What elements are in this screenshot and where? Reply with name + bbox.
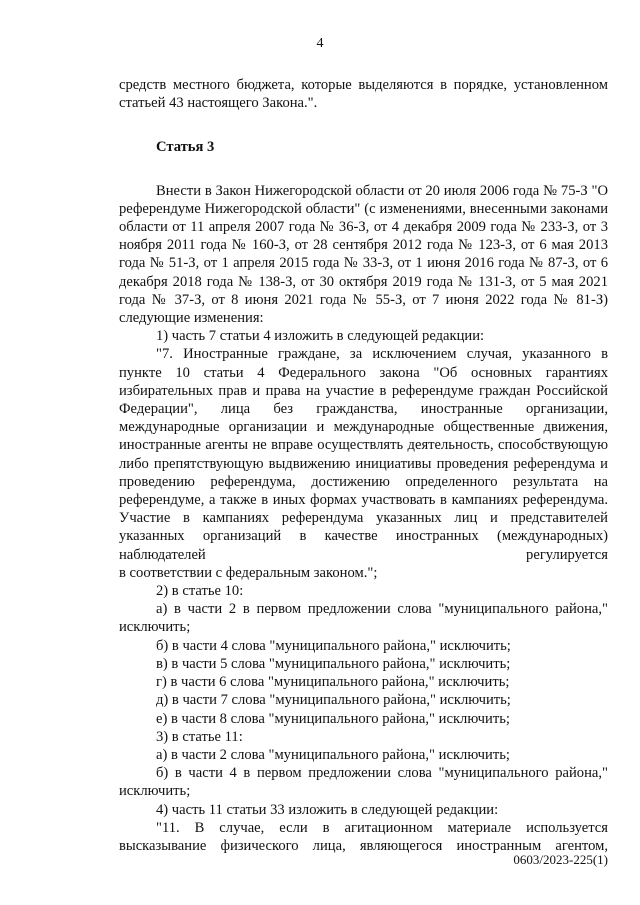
quoted-part-7-end: в соответствии с федеральным законом."; (119, 564, 378, 581)
item-3: 3) в статье 11: (156, 728, 243, 745)
document-body (119, 76, 608, 855)
article-heading: Статья 3 (156, 139, 215, 156)
intro-paragraph: Внести в Закон Нижегородской области от 20 июля 2006 года № 75-З "О референдуме Нижегородской области" (с изменениями, внесенными законами области от 11 апреля 2007 года № 36-З, от 4 декабря 2009 года № 233-З, от 3 ноября 2011 года № 160-З, от 28 сентября 2012 года № 123-З, от 6 мая 2013 года № 51-З, от 1 апреля 2015 года № 33-З, от 1 июня 2016 года № 87-З, от 6 декабря 2018 года № 138-З, от 30 октября 2019 года № 131-З, от 5 мая 2021 года № 37-З, от 8 июня 2021 года № 55-З, от 7 июня 2022 года № 81-З) следующие изменения: (119, 182, 608, 327)
item-2: 2) в статье 10: (156, 583, 244, 600)
page-number: 4 (316, 36, 324, 51)
item-1: 1) часть 7 статьи 4 изложить в следующей редакции: (156, 328, 485, 345)
item-2e: е) в части 8 слова "муниципального района," исключить; (156, 710, 510, 727)
item-3b: б) в части 4 в первом предложении слова "муниципального района," исключить; (119, 765, 608, 800)
item-2v: в) в части 5 слова "муниципального района," исключить; (156, 655, 511, 672)
quoted-part-7: "7. Иностранные граждане, за исключением случая, указанного в пункте 10 статьи 4 Федерального закона "Об основных гарантиях избирательных прав и права на участие в референдуме граждан Российской Федерации", лица без гражданства, иностранные организации, международные организации и международные общественные движения, иностранные агенты не вправе осуществлять деятельность, способствующую либо препятствующую выдвижению инициативы проведения референдума и проведению референдума, достижению определенного результата на референдуме, а также в иных формах участвовать в кампаниях референдума. Участие в кампаниях референдума указанных лиц и представителей указанных организаций в качестве иностранных (международных) наблюдателей регулируется (119, 346, 608, 563)
carry-over-paragraph: средств местного бюджета, которые выделяются в порядке, установленном статьей 43 настоящего Закона.". (119, 77, 608, 112)
item-2b: б) в части 4 слова "муниципального района," исключить; (156, 637, 511, 654)
quoted-part-11: "11. В случае, если в агитационном материале используется высказывание физического лица, являющегося иностранным агентом, (119, 819, 608, 854)
document-code: 0603/2023-225(1) (513, 852, 608, 867)
item-2g: г) в части 6 слова "муниципального района," исключить; (156, 674, 510, 691)
item-4: 4) часть 11 статьи 33 изложить в следующей редакции: (156, 801, 499, 818)
item-2d: д) в части 7 слова "муниципального района," исключить; (156, 692, 511, 709)
item-3a: а) в части 2 слова "муниципального района," исключить; (156, 746, 510, 763)
item-2a: а) в части 2 в первом предложении слова "муниципального района," исключить; (119, 601, 608, 636)
